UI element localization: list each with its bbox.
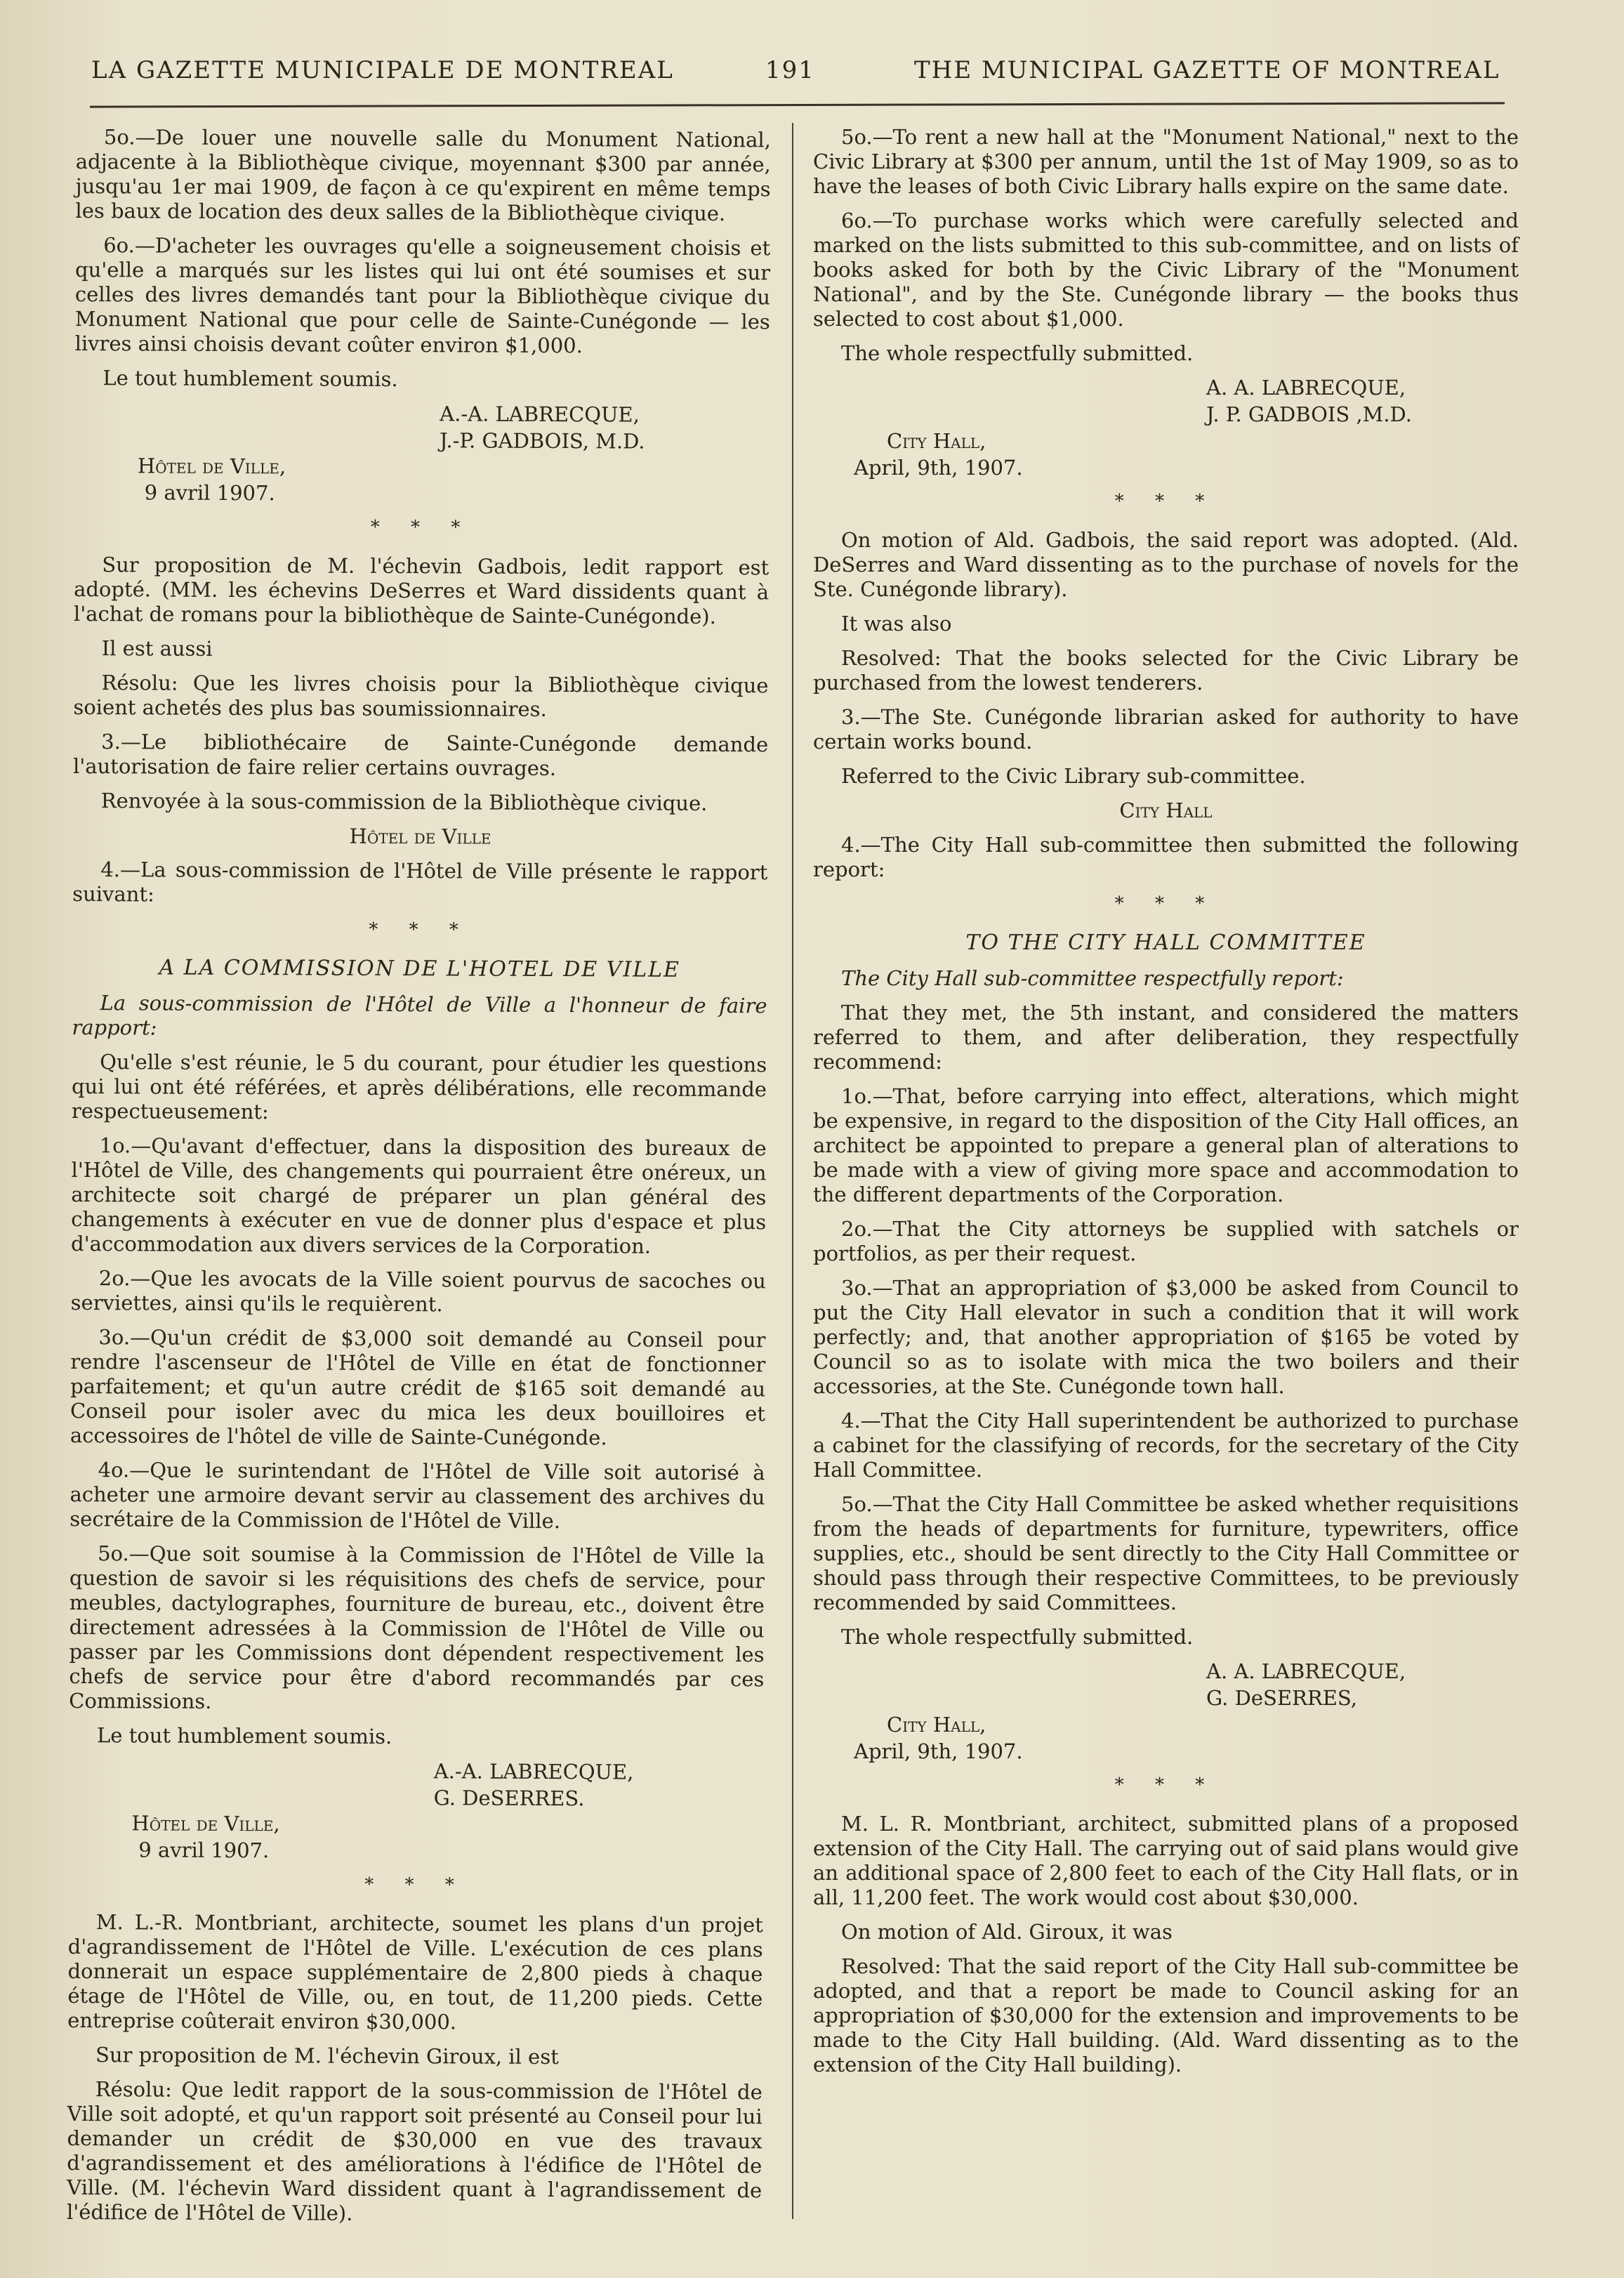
- paragraph: Il est aussi: [101, 636, 213, 661]
- paragraph: 5o.—To rent a new hall at the "Monument National," next to the Civic Library at $300 per annum, until the 1st of May 1909, so as to have the leases of both Civic Library halls expire on the same date.: [813, 125, 1519, 198]
- signatory-name: A. A. LABRECQUE,: [1206, 1659, 1406, 1683]
- paragraph: On motion of Ald. Gadbois, the said report was adopted. (Ald. DeSerres and Ward dissenting as to the purchase of novels for the Ste. Cunégonde library).: [813, 528, 1519, 601]
- paragraph: 4o.—Que le surintendant de l'Hôtel de Ville soit autorisé à acheter une armoire devant servir au classement des archives du secrétaire de la Commission de l'Hôtel de Ville.: [70, 1458, 765, 1534]
- signatory-name: A. A. LABRECQUE,: [1206, 376, 1406, 400]
- paragraph: 3o.—That an appropriation of $3,000 be asked from Council to put the City Hall elevator in such a condition that it will work perfectly; and, that another appropriation of $165 be voted by Council so as to isolate with mica the two boilers and their accessories, at the Ste. Cunégonde town hall.: [813, 1276, 1519, 1398]
- paragraph: Resolved: That the said report of the City Hall sub-committee be adopted, and that a report be made to Council asking for an appropriation of $30,000 for the extension and improvements to be made to the City Hall building. (Ald. Ward dissenting as to the extension of the City Hall building).: [813, 1954, 1519, 2076]
- header-left-title: LA GAZETTE MUNICIPALE DE MONTREAL: [91, 56, 674, 84]
- section-title: Hôtel de Ville: [349, 824, 491, 849]
- paragraph: Referred to the Civic Library sub-committee.: [841, 764, 1306, 788]
- signature-date: 9 avril 1907.: [138, 1838, 270, 1863]
- column-divider: [792, 123, 793, 2219]
- paragraph: Sur proposition de M. l'échevin Giroux, il est: [95, 2043, 559, 2069]
- signatory-name: J.-P. GADBOIS, M.D.: [439, 428, 645, 454]
- paragraph: Renvoyée à la sous-commission de la Bibliothèque civique.: [100, 789, 708, 815]
- english-column: [813, 125, 1519, 2087]
- signature-block: [813, 376, 1519, 482]
- signatory-name: A.-A. LABRECQUE,: [440, 402, 640, 427]
- signature-block: [813, 1659, 1519, 1766]
- paragraph: Resolved: That the books selected for the Civic Library be purchased from the lowest tenderers.: [813, 646, 1519, 694]
- separator-stars: * * *: [1114, 491, 1217, 512]
- paragraph: 4.—La sous-commission de l'Hôtel de Ville présente le rapport suivant:: [72, 857, 768, 907]
- report-heading: TO THE CITY HALL COMMITTEE: [965, 930, 1366, 955]
- paragraph: M. L.-R. Montbriant, architecte, soumet les plans d'un projet d'agrandissement de l'Hôtel de Ville. L'exécution de ces plans donnerait un espace supplémentaire de 2,800 pieds à chaque étage de l'Hôtel de Ville, ou, en tout, de 11,200 pieds. Cette entreprise coûterait environ $30,000.: [67, 1910, 763, 2034]
- paragraph: On motion of Ald. Giroux, it was: [841, 1920, 1173, 1944]
- paragraph: 4.—That the City Hall superintendent be authorized to purchase a cabinet for the classifying of records, for the secretary of the City Hall Committee.: [813, 1409, 1519, 1482]
- signature-date: April, 9th, 1907.: [854, 1739, 1023, 1763]
- paragraph: The whole respectfully submitted.: [841, 341, 1194, 365]
- signature-place: City Hall,: [887, 1713, 986, 1737]
- signature-block: [74, 400, 770, 510]
- french-column: [67, 125, 771, 2237]
- header-rule: [90, 102, 1505, 107]
- paragraph: That they met, the 5th instant, and considered the matters referred to them, and after deliberation, they respectfully recommend:: [813, 1001, 1519, 1074]
- paragraph: M. L. R. Montbriant, architect, submitted plans of a proposed extension of the City Hall. The carrying out of said plans would give an additional space of 2,800 feet to each of the City Hall flats, or in all, 11,200 feet. The work would cost about $30,000.: [813, 1812, 1519, 1909]
- paragraph: 1o.—That, before carrying into effect, alterations, which might be expensive, in regard to the disposition of the City Hall offices, an architect be appointed to prepare a general plan of alterations to be made with a view of giving more space and accommodation to the different departments of the Corporation.: [813, 1084, 1519, 1206]
- report-subheading: The City Hall sub-committee respectfully report:: [841, 966, 1344, 990]
- paragraph: Qu'elle s'est réunie, le 5 du courant, pour étudier les questions qui lui ont été référées, et après délibérations, elle recommande respectueusement:: [71, 1050, 767, 1124]
- report-subheading: La sous-commission de l'Hôtel de Ville a l'honneur de faire rapport:: [72, 991, 767, 1040]
- signature-date: 9 avril 1907.: [144, 480, 275, 506]
- separator-stars: * * *: [364, 1874, 467, 1896]
- page-number: 191: [765, 56, 815, 84]
- paragraph: 3.—The Ste. Cunégonde librarian asked for authority to have certain works bound.: [813, 705, 1519, 753]
- paragraph: 1o.—Qu'avant d'effectuer, dans la disposition des bureaux de l'Hôtel de Ville, des changements qui pourraient être onéreux, un architecte soit chargé de préparer un plan général des changements à exécuter en vue de donner plus d'espace et plus d'accommodation aux divers services de la Corporation.: [70, 1133, 767, 1258]
- paragraph: 2o.—Que les avocats de la Ville soient pourvus de sacoches ou serviettes, ainsi qu'ils le requièrent.: [70, 1266, 766, 1317]
- paragraph: 4.—The City Hall sub-committee then submitted the following report:: [813, 833, 1519, 881]
- signatory-name: G. DeSERRES.: [433, 1786, 585, 1811]
- signature-place: Hôtel de Ville,: [137, 454, 286, 479]
- paragraph: 2o.—That the City attorneys be supplied with satchels or portfolios, as per their request.: [813, 1217, 1519, 1265]
- paragraph: Le tout humblement soumis.: [103, 366, 398, 392]
- signature-block: [68, 1758, 764, 1867]
- signatory-name: A.-A. LABRECQUE,: [433, 1759, 634, 1784]
- report-heading: A LA COMMISSION DE L'HOTEL DE VILLE: [159, 955, 681, 982]
- paragraph: 6o.—To purchase works which were carefully selected and marked on the lists submitted to this sub-committee, and on lists of books asked for both by the Civic Library of the "Monument National", and by the Ste. Cunégonde library — the books thus selected to cost about $1,000.: [813, 209, 1519, 331]
- separator-stars: * * *: [369, 919, 471, 941]
- paragraph: 5o.—That the City Hall Committee be asked whether requisitions from the heads of departments for furniture, typewriters, office supplies, etc., should be sent directly to the City Hall Committee or should pass through their respective Committees, to be previously recommended by said Committees.: [813, 1492, 1519, 1614]
- paragraph: Le tout humblement soumis.: [96, 1723, 392, 1749]
- separator-stars: * * *: [1114, 893, 1217, 914]
- paragraph: It was also: [841, 612, 952, 636]
- paragraph: Résolu: Que ledit rapport de la sous-commission de l'Hôtel de Ville soit adopté, et qu'un rapport soit présenté au Conseil pour lui demander un crédit de $30,000 en vue des travaux d'agrandissement et des améliorations à l'édifice de l'Hôtel de Ville. (M. l'échevin Ward dissident quant à l'agrandissement de l'édifice de l'Hôtel de Ville).: [66, 2077, 763, 2225]
- paragraph: Sur proposition de M. l'échevin Gadbois, ledit rapport est adopté. (MM. les échevins DeSerres et Ward dissidents quant à l'achat de romans pour la bibliothèque de Sainte-Cunégonde).: [73, 553, 770, 628]
- paragraph: 3.—Le bibliothécaire de Sainte-Cunégonde demande l'autorisation de faire relier certains ouvrages.: [72, 730, 769, 780]
- separator-stars: * * *: [1114, 1775, 1217, 1796]
- signature-place: City Hall,: [887, 429, 986, 453]
- separator-stars: * * *: [370, 516, 473, 539]
- signatory-name: J. P. GADBOIS ,M.D.: [1206, 402, 1412, 426]
- header-right-title: THE MUNICIPAL GAZETTE OF MONTREAL: [914, 56, 1500, 84]
- signature-date: April, 9th, 1907.: [854, 456, 1023, 480]
- signatory-name: G. DeSERRES,: [1206, 1686, 1357, 1710]
- paragraph: 3o.—Qu'un crédit de $3,000 soit demandé au Conseil pour rendre l'ascenseur de l'Hôtel de Ville en état de fonctionner parfaitement; et qu'un autre crédit de $165 soit demandé au Conseil pour isoler avec du mica les deux bouilloires et accessoires de l'hôtel de ville de Sainte-Cunégonde.: [70, 1325, 766, 1450]
- section-title: City Hall: [1119, 798, 1213, 822]
- paragraph: Résolu: Que les livres choisis pour la Bibliothèque civique soient achetés des plus bas soumissionnaires.: [73, 671, 769, 721]
- paragraph: 6o.—D'acheter les ouvrages qu'elle a soigneusement choisis et qu'elle a marqués sur les listes qui lui ont été soumises et sur celles des livres demandés tant pour la Bibliothèque civique du Monument National que pour celle de Sainte-Cunégonde — les livres ainsi choisis devant coûter environ $1,000.: [74, 233, 771, 358]
- paragraph: The whole respectfully submitted.: [841, 1625, 1194, 1649]
- paragraph: 5o.—De louer une nouvelle salle du Monument National, adjacente à la Bibliothèque civique, moyennant $300 par année, jusqu'au 1er mai 1909, de façon à ce qu'expirent en même temps les baux de location des deux salles de la Bibliothèque civique.: [75, 125, 771, 226]
- signature-place: Hôtel de Ville,: [131, 1811, 280, 1836]
- paragraph: 5o.—Que soit soumise à la Commission de l'Hôtel de Ville la question de savoir si les réquisitions des chefs de service, pour meubles, dactylographes, fourniture de bureau, etc., doivent être directement adressées à la Commission de l'Hôtel de Ville ou passer par les Commissions dont dépendent respectivement les chefs de service pour être d'abord recommandés par ces Commissions.: [69, 1541, 765, 1713]
